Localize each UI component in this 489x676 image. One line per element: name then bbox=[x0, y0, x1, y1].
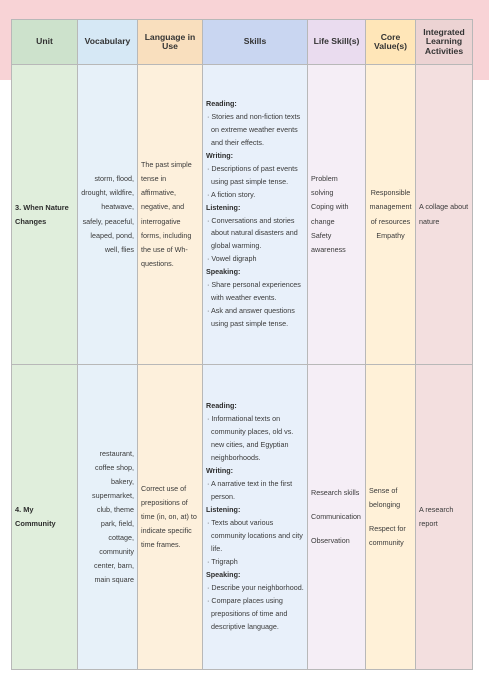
life-skill: Problem solving bbox=[311, 174, 338, 198]
skill-item: · Compare places using prepositions of time and descriptive language. bbox=[207, 595, 288, 631]
vocabulary-cell: storm, flood, drought, wildfire, heatwave, safely, peaceful, leaped, pond, well, flies bbox=[78, 65, 138, 365]
header-integrated-activities: Integrated Learning Activities bbox=[416, 20, 473, 65]
life-skill: Research skills bbox=[311, 487, 360, 497]
header-core-values: Core Value(s) bbox=[366, 20, 416, 65]
skill-heading: Listening: bbox=[206, 505, 241, 515]
header-skills: Skills bbox=[203, 20, 308, 65]
skill-item: · Texts about various community locations and city life. bbox=[207, 518, 303, 553]
header-vocabulary: Vocabulary bbox=[78, 20, 138, 65]
skill-heading: Reading: bbox=[206, 98, 237, 108]
core-value: Empathy bbox=[376, 230, 405, 240]
life-skills-cell bbox=[308, 65, 366, 365]
skills-list bbox=[206, 98, 304, 331]
table-row bbox=[12, 365, 473, 670]
skill-heading: Speaking: bbox=[206, 267, 241, 277]
table-row bbox=[12, 65, 473, 365]
unit-title: 4. My Community bbox=[12, 365, 78, 670]
skill-item: · Describe your neighborhood. bbox=[207, 582, 304, 592]
skill-heading: Reading: bbox=[206, 401, 237, 411]
integrated-activity-cell: A collage about nature bbox=[416, 65, 473, 365]
life-skill: Safety awareness bbox=[311, 230, 346, 254]
skill-heading: Listening: bbox=[206, 202, 241, 212]
skill-item: · Descriptions of past events using past simple tense. bbox=[207, 163, 298, 186]
skill-item: · Ask and answer questions using past simple tense. bbox=[207, 306, 295, 329]
skill-item: · Share personal experiences with weather events. bbox=[207, 280, 301, 303]
header-unit: Unit bbox=[12, 20, 78, 65]
unit-title: 3. When Nature Changes bbox=[12, 65, 78, 365]
core-value: Sense of belonging bbox=[369, 485, 401, 509]
skill-heading: Writing: bbox=[206, 466, 234, 476]
vocabulary-cell: restaurant, coffee shop, bakery, supermarket, club, theme park, field, cottage, community center, barn, main square bbox=[78, 365, 138, 670]
life-skill: Observation bbox=[311, 536, 350, 546]
skill-item: · Conversations and stories about natural disasters and global warming. bbox=[207, 215, 298, 251]
skills-list bbox=[206, 400, 304, 633]
core-value: Respect for community bbox=[369, 524, 406, 548]
skill-item: · Vowel digraph bbox=[207, 254, 257, 264]
skill-heading: Writing: bbox=[206, 150, 234, 160]
skill-heading: Speaking: bbox=[206, 569, 241, 579]
curriculum-table bbox=[11, 19, 473, 670]
language-cell: Correct use of prepositions of time (in, on, at) to indicate specific time frames. bbox=[138, 365, 203, 670]
header-life-skills: Life Skill(s) bbox=[308, 20, 366, 65]
life-skill: Communication bbox=[311, 511, 361, 521]
integrated-activity-cell: A research report bbox=[416, 365, 473, 670]
skills-cell bbox=[203, 65, 308, 365]
skill-item: · Trigraph bbox=[207, 556, 238, 566]
skills-cell bbox=[203, 365, 308, 670]
skill-item: · Stories and non-fiction texts on extreme weather events and their effects. bbox=[207, 111, 301, 147]
life-skill: Coping with change bbox=[311, 202, 349, 226]
skill-item: · A narrative text in the first person. bbox=[207, 479, 293, 502]
core-values-cell bbox=[366, 365, 416, 670]
skill-item: · A fiction story. bbox=[207, 189, 256, 199]
language-cell: The past simple tense in affirmative, negative, and interrogative forms, including the use of Wh-questions. bbox=[138, 65, 203, 365]
header-row bbox=[12, 20, 473, 65]
core-value: Responsible management of resources bbox=[369, 188, 412, 226]
core-values-cell bbox=[366, 65, 416, 365]
life-skills-cell bbox=[308, 365, 366, 670]
skill-item: · Informational texts on community places, old vs. new cities, and Egyptian neighborhoods. bbox=[207, 414, 294, 463]
header-language-in-use: Language in Use bbox=[138, 20, 203, 65]
